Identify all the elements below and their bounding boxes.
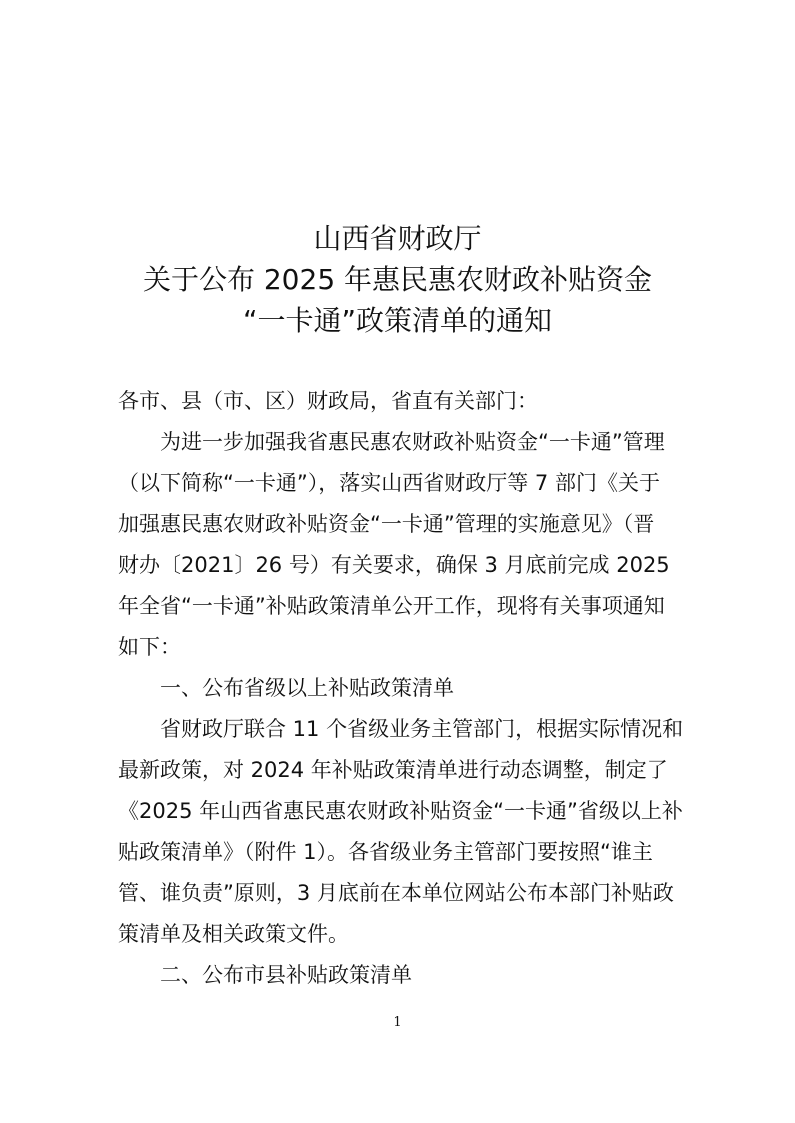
section-heading-1: 一、公布省级以上补贴政策清单	[160, 676, 454, 700]
title-line-3: “一卡通”政策清单的通知	[242, 304, 552, 337]
document-body	[118, 381, 683, 996]
paragraph-1-line-5: 年全省“一卡通”补贴政策清单公开工作，现将有关事项通知	[118, 594, 665, 618]
paragraph-1-line-6: 如下：	[118, 635, 181, 659]
document-title	[0, 218, 795, 341]
paragraph-2-line-1: 省财政厅联合 11 个省级业务主管部门，根据实际情况和	[160, 717, 684, 741]
paragraph-2-line-6: 策清单及相关政策文件。	[118, 922, 349, 946]
paragraph-2-line-5: 管、谁负责”原则，3 月底前在本单位网站公布本部门补贴政	[118, 881, 674, 905]
paragraph-1-line-4: 财办〔2021〕26 号）有关要求，确保 3 月底前完成 2025	[118, 553, 670, 577]
paragraph-1-line-3: 加强惠民惠农财政补贴资金“一卡通”管理的实施意见》（晋	[118, 512, 655, 536]
section-heading-2: 二、公布市县补贴政策清单	[160, 963, 412, 987]
paragraph-2-line-3: 《2025 年山西省惠民惠农财政补贴资金“一卡通”省级以上补	[118, 799, 683, 823]
paragraph-1-line-1: 为进一步加强我省惠民惠农财政补贴资金“一卡通”管理	[160, 430, 665, 454]
paragraph-1-line-2: （以下简称“一卡通”），落实山西省财政厅等 7 部门《关于	[118, 471, 660, 495]
page-number: 1	[393, 1015, 402, 1030]
title-line-2: 关于公布 2025 年惠民惠农财政补贴资金	[142, 263, 653, 296]
paragraph-2-line-4: 贴政策清单》（附件 1）。各省级业务主管部门要按照“谁主	[118, 840, 653, 864]
salutation: 各市、县（市、区）财政局，省直有关部门：	[118, 389, 538, 413]
title-line-1: 山西省财政厅	[313, 222, 482, 255]
paragraph-2-line-2: 最新政策，对 2024 年补贴政策清单进行动态调整，制定了	[118, 758, 668, 782]
